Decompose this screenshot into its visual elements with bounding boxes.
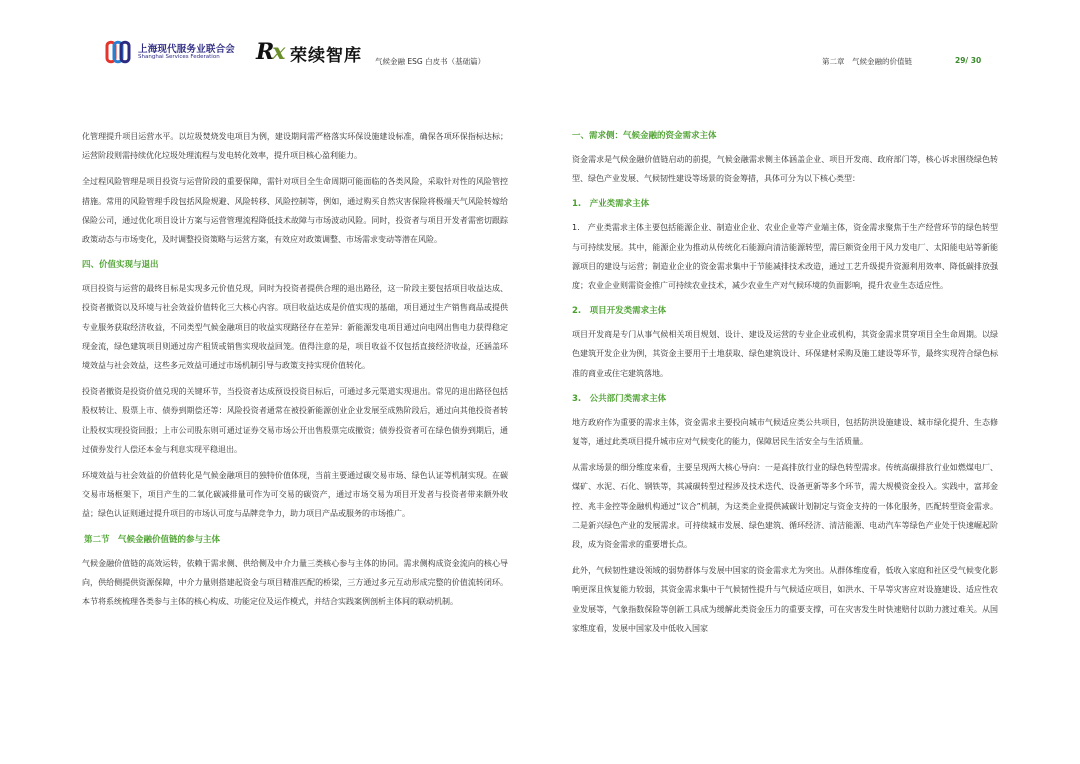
rongxu-name-cn: 荣续智库: [290, 46, 362, 66]
paragraph: 地方政府作为重要的需求主体，资金需求主要投向城市气候适应类公共项目，包括防洪设施建设、城市绿化提升、生态修复等，通过此类项目提升城市应对气候变化的能力，保障居民生活安全与生活质量。: [572, 417, 998, 447]
ssf-name-en: Shanghai Services Federation: [138, 54, 220, 60]
subsection-heading: 四、价值实现与退出: [82, 260, 159, 271]
paragraph: 1. 产业类需求主体主要包括能源企业、制造业企业、农业企业等产业端主体，资金需求聚焦于生产经营环节的绿色转型与可持续发展。其中，能源企业为推动从传统化石能源向清洁能源转型，需巨额资金用于风力发电厂、太阳能电站等新能源项目的建设与运营；制造业企业的资金需求集中于节能减排技术改造，通过工艺升级提升资源利用效率、降低碳排放强度；农业企业则需资金推广可持续农业技术，减少农业生产对气候环境的负面影响，提升农业生态适应性。: [572, 223, 998, 291]
ssf-logo-mark-icon: [103, 40, 133, 64]
paragraph: 全过程风险管理是项目投资与运营阶段的重要保障，需针对项目全生命周期可能面临的各类风险，采取针对性的风险管控措施。常用的风险管理手段包括风险规避、风险转移、风险控制等，例如，通过购买自然灾害保险将极端天气风险转嫁给保险公司，通过优化项目设计方案与运营管理流程降低技术故障与市场波动风险。同时，投资者与项目开发者需密切跟踪政策动态与市场变化，及时调整投资策略与运营方案，有效应对政策调整、市场需求变动等潜在风险。: [82, 177, 508, 245]
rongxu-logo-mark-icon: Rx: [256, 39, 284, 65]
paragraph: 项目投资与运营的最终目标是实现多元价值兑现，同时为投资者提供合理的退出路径，这一阶段主要包括项目收益达成、投资者撤资以及环境与社会效益价值转化三大核心内容。项目收益达成是价值实现的基础，项目通过生产销售商品或提供专业服务获取经济收益，不同类型气候金融项目的收益实现路径存在差异：新能源发电项目通过向电网出售电力获得稳定现金流，绿色建筑项目则通过房产租赁或销售实现收益回笼。值得注意的是，项目收益不仅包括直接经济收益，还涵盖环境效益与社会效益，这些多元效益可通过市场机制引导与政策支持实现价值转化。: [82, 284, 508, 371]
paragraph: 项目开发商是专门从事气候相关项目规划、设计、建设及运营的专业企业或机构，其资金需求贯穿项目全生命周期。以绿色建筑开发企业为例，其资金主要用于土地获取、绿色建筑设计、环保建材采购及施工建设等环节，最终实现符合绿色标准的商业或住宅建筑落地。: [572, 330, 998, 378]
paragraph: 气候金融价值链的高效运转，依赖于需求侧、供给侧及中介力量三类核心参与主体的协同。需求侧构成资金流向的核心导向，供给侧提供资源保障，中介力量则搭建起资金与项目精准匹配的桥梁，三方通过多元互动形成完整的价值流转闭环。本节将系统梳理各类参与主体的核心构成、功能定位及运作模式，并结合实践案例剖析主体间的联动机制。: [82, 558, 508, 607]
numbered-heading: 1. 产业类需求主体: [572, 199, 650, 210]
paragraph: 环境效益与社会效益的价值转化是气候金融项目的独特价值体现，当前主要通过碳交易市场、绿色认证等机制实现。在碳交易市场框架下，项目产生的二氧化碳减排量可作为可交易的碳资产，通过市场交易为项目开发者与投资者带来额外收益；绿色认证则通过提升项目的市场认可度与品牌竞争力，助力项目产品或服务的市场推广。: [82, 471, 508, 519]
subsection-heading: 一、需求侧：气候金融的资金需求主体: [572, 131, 717, 141]
paragraph: 投资者撤资是投资价值兑现的关键环节，当投资者达成预设投资目标后，可通过多元渠道实现退出。常见的退出路径包括股权转让、股票上市、债券到期偿还等：风险投资者通常在被投新能源创业企业发展至成熟阶段后，通过向其他投资者转让股权实现投资回报；上市公司股东则可通过证券交易市场公开出售股票完成撤资；债券投资者可在绿色债券到期后，通过债券发行人偿还本金与利息实现平稳退出。: [82, 387, 508, 454]
paragraph: 从需求场景的细分维度来看，主要呈现两大核心导向：一是高排放行业的绿色转型需求。传统高碳排放行业如燃煤电厂、煤矿、水泥、石化、钢铁等，其减碳转型过程涉及技术迭代、设备更新等多个环节，需大规模资金投入。实践中，富邦金控、兆丰金控等金融机构通过“议合”机制，为这类企业提供减碳计划制定与资金支持的一体化服务，匹配转型资金需求。二是新兴绿色产业的发展需求。可持续城市发展、绿色建筑、循环经济、清洁能源、电动汽车等绿色产业处于快速崛起阶段，成为资金需求的重要增长点。: [572, 463, 998, 550]
left-column: [82, 127, 508, 618]
paragraph: 资金需求是气候金融价值链启动的前提，气候金融需求侧主体涵盖企业、项目开发商、政府部门等，核心诉求围绕绿色转型、绿色产业发展、气候韧性建设等场景的资金筹措，具体可分为以下核心类型：: [572, 155, 998, 184]
ssf-name-cn: 上海现代服务业联合会: [138, 44, 236, 55]
paragraph: 化管理提升项目运营水平。以垃圾焚烧发电项目为例，建设期间需严格落实环保设施建设标准，确保各项环保指标达标；运营阶段则需持续优化垃圾处理流程与发电转化效率，提升项目核心盈利能力。: [82, 132, 508, 161]
numbered-heading: 3. 公共部门类需求主体: [572, 393, 667, 404]
page-header: [0, 0, 1080, 95]
paragraph: 此外，气候韧性建设领域的弱势群体与发展中国家的资金需求尤为突出。从群体维度看，低收入家庭和社区受气候变化影响更深且恢复能力较弱，其资金需求集中于气候韧性提升与气候适应项目，如洪水、干旱等灾害应对设施建设、适应性农业发展等，气象指数保险等创新工具成为缓解此类资金压力的重要支撑，可在灾害发生时快速赔付以助力渡过难关。从国家维度看，发展中国家及中低收入国家: [572, 566, 998, 633]
document-title: 气候金融 ESG 白皮书（基础篇）: [375, 57, 486, 66]
chapter-title: 第二章 气候金融的价值链: [822, 57, 912, 66]
right-column: [572, 127, 998, 645]
section-heading: 第二节 气候金融价值链的参与主体: [84, 534, 221, 545]
page-number: 29/ 30: [955, 56, 982, 65]
numbered-heading: 2. 项目开发类需求主体: [572, 306, 667, 317]
